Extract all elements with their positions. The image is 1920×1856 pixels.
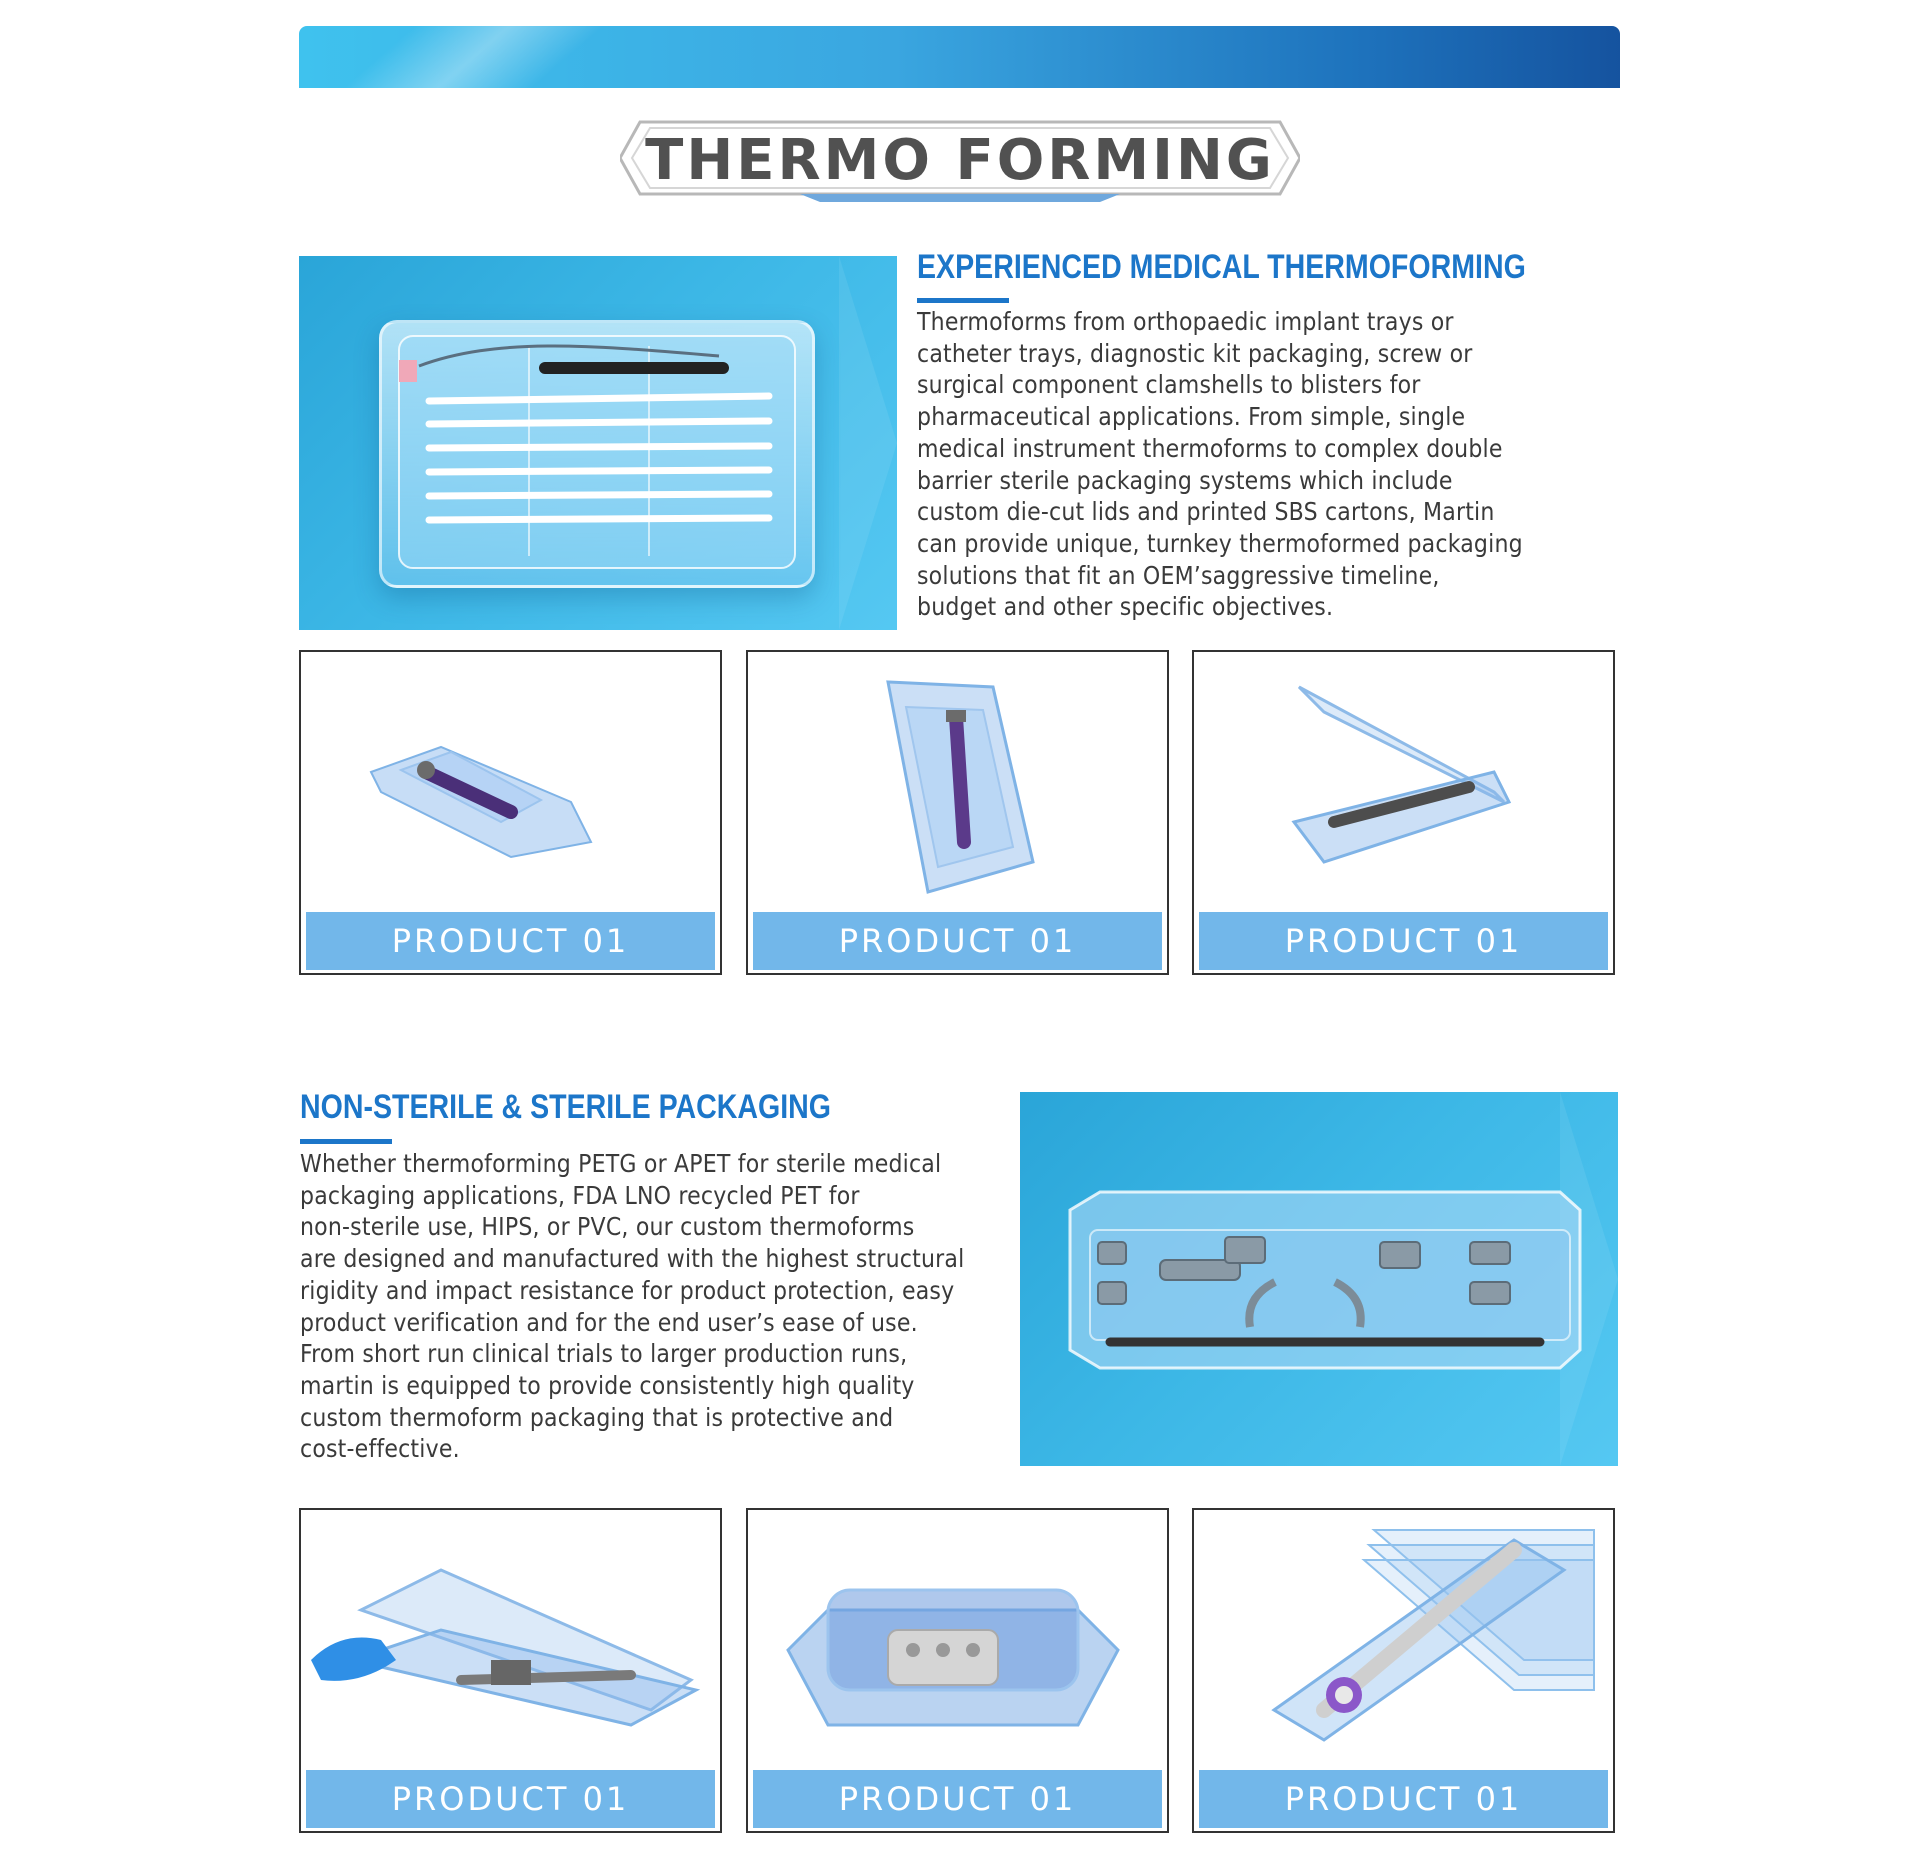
section2-underline (300, 1139, 392, 1144)
product-label: PRODUCT 01 (306, 1770, 715, 1828)
product-card[interactable] (746, 1508, 1169, 1833)
catheter-tray-image (299, 256, 897, 630)
product-card[interactable] (746, 650, 1169, 975)
product-card[interactable] (299, 650, 722, 975)
screw-blister-image (301, 652, 720, 910)
section1-underline (917, 298, 1009, 303)
product-card[interactable] (1192, 1508, 1615, 1833)
implant-box-image (748, 1510, 1167, 1768)
device-clamshell-image (1194, 1510, 1613, 1768)
catheter-tray-icon (299, 256, 897, 630)
vertical-screw-blister-image (748, 652, 1167, 910)
product-card[interactable] (1192, 650, 1615, 975)
instrument-tray-image (301, 1510, 720, 1768)
section2-body: Whether thermoforming PETG or APET for sterile medical packaging applications, FDA LNO recycled PET for non-sterile use, HIPS, or PVC, our custom thermoforms are designed and manufactured with the highest structural rigidity and impact resistance for product protection, easy product verification and for the end user’s ease of use. From short run clinical trials to larger production runs, martin is equipped to provide consistently high quality custom thermoform packaging that is protective and cost-effective. (300, 1149, 965, 1464)
implant-tray-icon (1020, 1092, 1618, 1466)
header-banner (299, 26, 1620, 88)
product-card[interactable] (299, 1508, 722, 1833)
product-label: PRODUCT 01 (1199, 1770, 1608, 1828)
page-title-frame (620, 118, 1300, 218)
section1-heading: EXPERIENCED MEDICAL THERMOFORMING (917, 248, 1526, 286)
product-label: PRODUCT 01 (753, 912, 1162, 970)
product-label: PRODUCT 01 (306, 912, 715, 970)
page-title: THERMO FORMING (645, 128, 1275, 193)
section1-body: Thermoforms from orthopaedic implant trays or catheter trays, diagnostic kit packaging, screw or surgical component clamshells to blisters for pharmaceutical applications. From simple, single medical instrument thermoforms to complex double barrier sterile packaging systems which include custom die-cut lids and printed SBS cartons, Martin can provide unique, turnkey thermoformed packaging solutions that fit an OEM’saggressive timeline, budget and other specific objectives. (917, 307, 1523, 622)
product-label: PRODUCT 01 (753, 1770, 1162, 1828)
open-clamshell-image (1194, 652, 1613, 910)
implant-tray-image (1020, 1092, 1618, 1466)
section2-heading: NON-STERILE & STERILE PACKAGING (300, 1088, 832, 1126)
product-label: PRODUCT 01 (1199, 912, 1608, 970)
